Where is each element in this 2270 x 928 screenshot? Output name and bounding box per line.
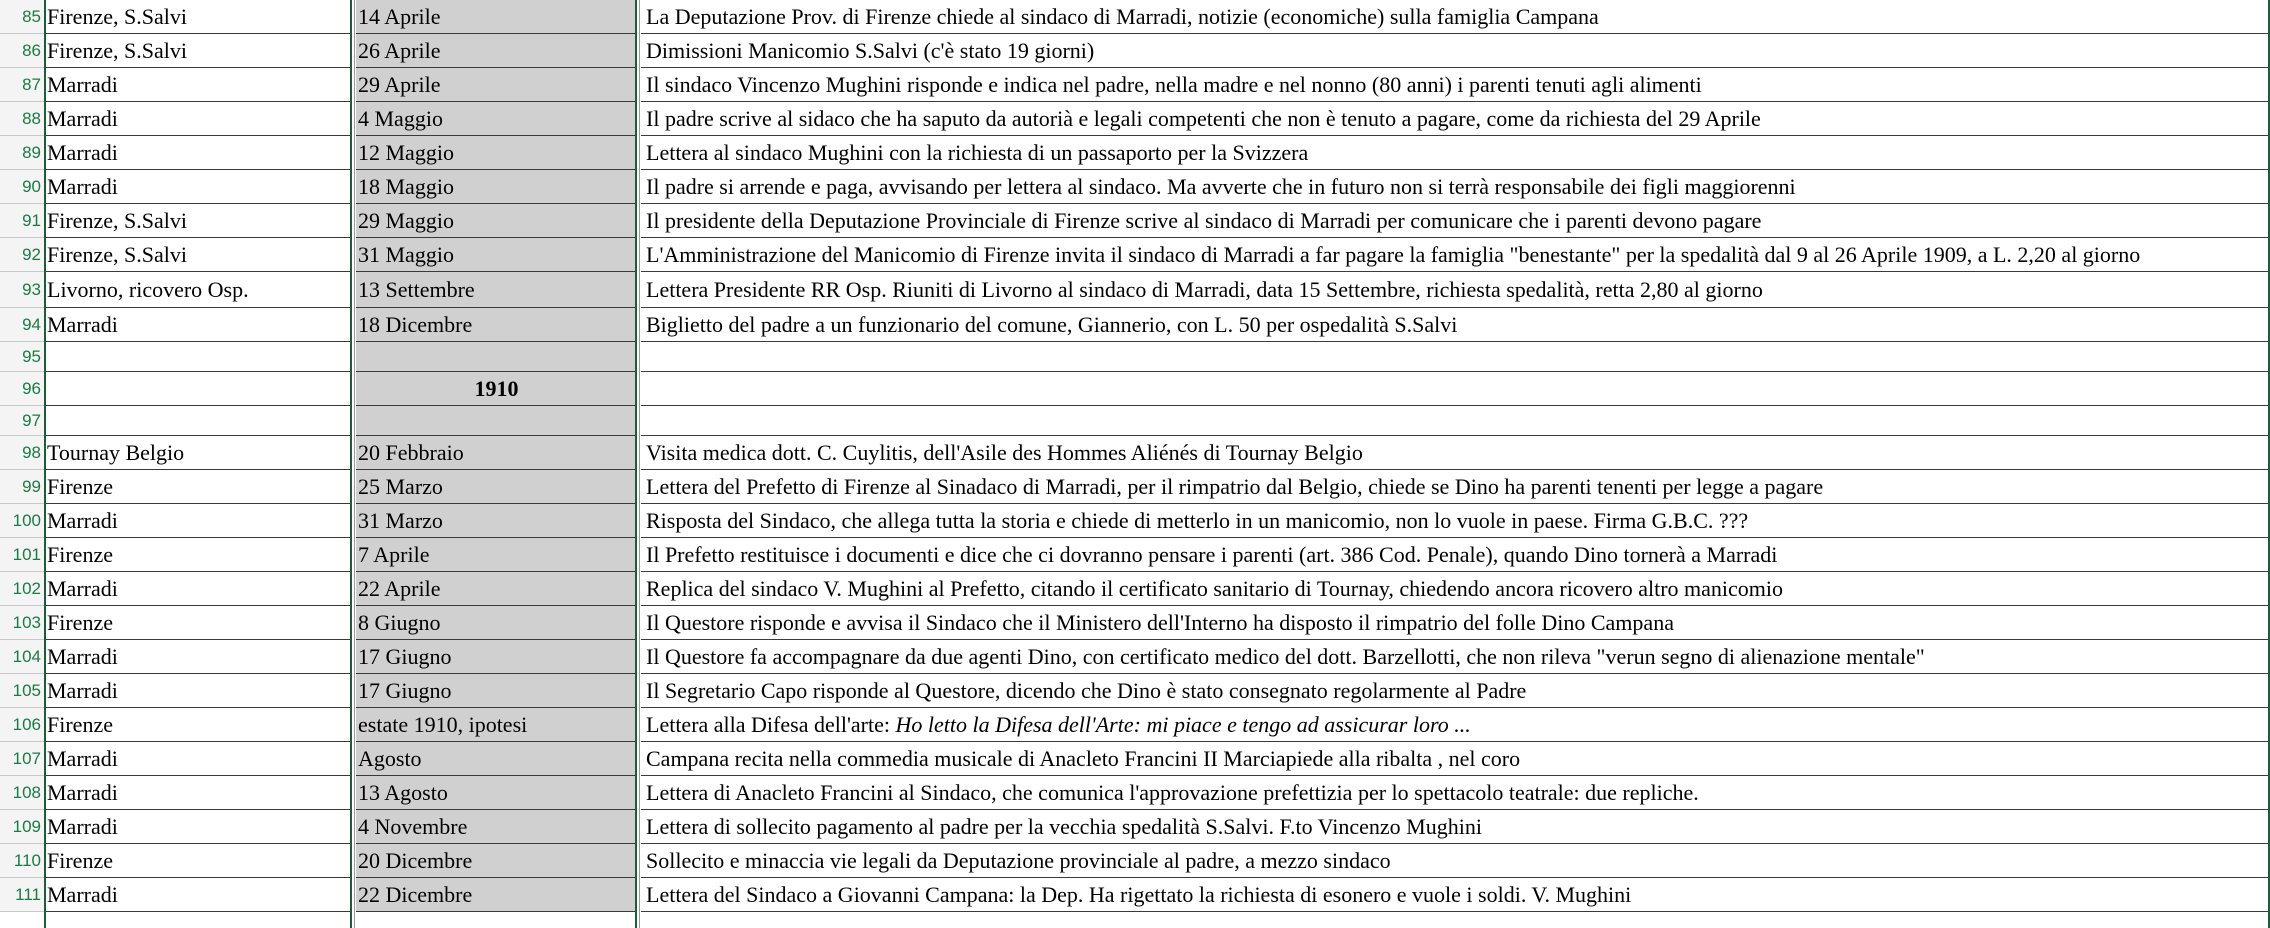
cell-date[interactable]: Agosto [356,742,635,776]
cell-note[interactable] [641,844,2270,878]
cell-note[interactable] [641,742,2270,776]
cell-date[interactable]: 25 Marzo [356,470,635,504]
note-text: Il sindaco Vincenzo Mughini risponde e indica nel padre, nella madre e nel nonno (80 anni) i parenti tenuti agli alimenti [646,71,1702,97]
row-header[interactable]: 85 [0,0,44,34]
row-header[interactable]: 95 [0,342,44,372]
row-header[interactable]: 90 [0,170,44,204]
table-row [0,406,2270,436]
cell-place[interactable]: Firenze [46,708,350,742]
table-row [0,742,2270,776]
column-border [44,0,46,928]
cell-place[interactable]: Marradi [46,170,350,204]
cell-note[interactable] [641,572,2270,606]
cell-date[interactable]: 29 Maggio [356,204,635,238]
cell-date[interactable]: 29 Aprile [356,68,635,102]
cell-date[interactable]: 7 Aprile [356,538,635,572]
table-row [0,436,2270,470]
cell-date[interactable]: 22 Aprile [356,572,635,606]
cell-note[interactable] [641,372,2270,406]
note-text: Campana recita nella commedia musicale di Anacleto Francini II Marciapiede alla ribalta , nel coro [646,745,1521,771]
note-text: Lettera alla Difesa dell'arte: [646,711,896,737]
cell-note[interactable] [641,436,2270,470]
note-text: Lettera del Prefetto di Firenze al Sinadaco di Marradi, per il rimpatrio dal Belgio, chiede se Dino ha parenti tenenti per legge a pagare [646,473,1824,499]
note-text: Lettera Presidente RR Osp. Riuniti di Livorno al sindaco di Marradi, data 15 Settembre, richiesta spedalità, retta 2,80 al giorno [646,276,1763,302]
cell-place[interactable]: Marradi [46,810,350,844]
cell-date[interactable] [356,342,635,372]
table-row [0,538,2270,572]
row-header[interactable]: 111 [0,878,44,912]
cell-place[interactable]: Marradi [46,572,350,606]
table-row [0,504,2270,538]
table-row [0,68,2270,102]
cell-date[interactable]: 26 Aprile [356,34,635,68]
cell-note[interactable] [641,470,2270,504]
cell-note[interactable] [641,810,2270,844]
table-row [0,204,2270,238]
row-header[interactable]: 101 [0,538,44,572]
cell-place[interactable]: Marradi [46,640,350,674]
column-border [635,0,637,928]
row-header[interactable]: 108 [0,776,44,810]
cell-date[interactable]: 13 Settembre [356,272,635,308]
cell-date[interactable]: 8 Giugno [356,606,635,640]
cell-place[interactable]: Firenze [46,844,350,878]
table-row [0,0,2270,34]
cell-place[interactable]: Firenze, S.Salvi [46,238,350,272]
note-text: Dimissioni Manicomio S.Salvi (c'è stato 19 giorni) [646,37,1095,63]
cell-date[interactable]: 14 Aprile [356,0,635,34]
row-header[interactable]: 103 [0,606,44,640]
cell-note[interactable] [641,708,2270,742]
table-row [0,102,2270,136]
cell-place[interactable]: Firenze [46,606,350,640]
cell-place[interactable]: Marradi [46,878,350,912]
row-header[interactable]: 92 [0,238,44,272]
column-border [639,0,640,928]
cell-note[interactable] [641,136,2270,170]
cell-date[interactable]: 18 Dicembre [356,308,635,342]
row-header[interactable]: 102 [0,572,44,606]
table-row [0,776,2270,810]
row-header[interactable]: 106 [0,708,44,742]
row-header[interactable]: 99 [0,470,44,504]
cell-date[interactable]: 17 Giugno [356,640,635,674]
cell-place[interactable]: Marradi [46,308,350,342]
table-row [0,238,2270,272]
table-row [0,606,2270,640]
cell-note[interactable] [641,68,2270,102]
cell-note[interactable] [641,272,2270,308]
cell-place[interactable]: Firenze, S.Salvi [46,34,350,68]
cell-place[interactable]: Tournay Belgio [46,436,350,470]
cell-date[interactable]: 22 Dicembre [356,878,635,912]
cell-place[interactable]: Marradi [46,674,350,708]
note-text: Lettera del Sindaco a Giovanni Campana: la Dep. Ha rigettato la richiesta di esonero e vuole i soldi. V. Mughini [646,881,1632,907]
note-text: Risposta del Sindaco, che allega tutta la storia e chiede di metterlo in un manicomio, non lo vuole in paese. Firma G.B.C. ??? [646,507,1749,533]
table-row [0,308,2270,342]
cell-place[interactable]: Marradi [46,68,350,102]
cell-place[interactable]: Marradi [46,742,350,776]
row-header[interactable]: 107 [0,742,44,776]
cell-place[interactable]: Firenze, S.Salvi [46,204,350,238]
note-text: Il Prefetto restituisce i documenti e dice che ci dovranno pensare i parenti (art. 386 Cod. Penale), quando Dino tornerà a Marradi [646,541,1778,567]
table-row [0,342,2270,372]
note-text: L'Amministrazione del Manicomio di Firenze invita il sindaco di Marradi a far pagare la famiglia "benestante" per la spedalità dal 9 al 26 Aprile 1909, a L. 2,20 al giorno [646,241,2141,267]
cell-date[interactable]: 31 Maggio [356,238,635,272]
cell-date[interactable]: 4 Maggio [356,102,635,136]
note-italic-text: Ho letto la Difesa dell'Arte: mi piace e tengo ad assicurar loro ... [895,711,1471,737]
cell-note[interactable] [641,504,2270,538]
row-header[interactable]: 89 [0,136,44,170]
row-header[interactable]: 86 [0,34,44,68]
note-text: La Deputazione Prov. di Firenze chiede al sindaco di Marradi, notizie (economiche) sulla famiglia Campana [646,3,1599,29]
row-header[interactable]: 110 [0,844,44,878]
note-text: Replica del sindaco V. Mughini al Prefetto, citando il certificato sanitario di Tournay, chiedendo ancora ricovero altro manicomio [646,575,1784,601]
table-row [0,708,2270,742]
cell-note[interactable] [641,204,2270,238]
cell-note[interactable] [641,170,2270,204]
table-row [0,810,2270,844]
column-border [350,0,352,928]
cell-note[interactable] [641,640,2270,674]
row-header[interactable]: 104 [0,640,44,674]
cell-place[interactable]: Marradi [46,776,350,810]
cell-place[interactable]: Firenze [46,470,350,504]
table-row [0,272,2270,308]
cell-note[interactable] [641,776,2270,810]
row-header[interactable]: 96 [0,372,44,406]
table-row [0,136,2270,170]
row-header[interactable]: 94 [0,308,44,342]
note-text: Lettera di Anacleto Francini al Sindaco, che comunica l'approvazione prefettizia per lo spettacolo teatrale: due repliche. [646,779,1699,805]
cell-date[interactable]: 13 Agosto [356,776,635,810]
cell-date[interactable]: 31 Marzo [356,504,635,538]
note-text: Biglietto del padre a un funzionario del comune, Giannerio, con L. 50 per ospedalità S.Salvi [646,311,1458,337]
column-border [354,0,355,928]
cell-place[interactable] [46,406,350,436]
cell-note[interactable] [641,606,2270,640]
row-header[interactable]: 98 [0,436,44,470]
cell-note[interactable] [641,34,2270,68]
note-text: Il presidente della Deputazione Provinciale di Firenze scrive al sindaco di Marradi per comunicare che i parenti devono pagare [646,207,1762,233]
note-text: Sollecito e minaccia vie legali da Deputazione provinciale al padre, a mezzo sindaco [646,847,1391,873]
cell-date[interactable] [356,406,635,436]
note-text: Il padre si arrende e paga, avvisando per lettera al sindaco. Ma avverte che in futuro non si terrà responsabile dei figli maggiorenni [646,173,1796,199]
row-header[interactable]: 100 [0,504,44,538]
cell-note[interactable] [641,102,2270,136]
note-text: Il Segretario Capo risponde al Questore, dicendo che Dino è stato consegnato regolarmente al Padre [646,677,1527,703]
cell-year[interactable]: 1910 [356,372,635,406]
row-header[interactable]: 87 [0,68,44,102]
note-text: Il Questore fa accompagnare da due agenti Dino, con certificato medico del dott. Barzellotti, che non rileva "verun segno di alienazione mentale" [646,643,1925,669]
cell-place[interactable] [46,372,350,406]
table-row [0,34,2270,68]
note-text: Il padre scrive al sidaco che ha saputo da autorià e legali competenti che non è tenuto a pagare, come da richiesta del 29 Aprile [646,105,1761,131]
cell-date[interactable]: 4 Novembre [356,810,635,844]
table-row [0,674,2270,708]
cell-note[interactable] [641,238,2270,272]
cell-place[interactable]: Livorno, ricovero Osp. [46,272,350,308]
note-text: Lettera al sindaco Mughini con la richiesta di un passaporto per la Svizzera [646,139,1309,165]
cell-place[interactable]: Marradi [46,504,350,538]
cell-note[interactable] [641,674,2270,708]
cell-place[interactable]: Marradi [46,102,350,136]
table-row [0,470,2270,504]
table-row [0,372,2270,406]
row-header[interactable]: 105 [0,674,44,708]
cell-note[interactable] [641,0,2270,34]
table-row [0,170,2270,204]
cell-place[interactable]: Firenze [46,538,350,572]
note-text: Visita medica dott. C. Cuylitis, dell'Asile des Hommes Aliénés di Tournay Belgio [646,439,1363,465]
table-row [0,572,2270,606]
cell-place[interactable]: Firenze, S.Salvi [46,0,350,34]
cell-date[interactable]: estate 1910, ipotesi [356,708,635,742]
cell-note[interactable] [641,342,2270,372]
cell-note[interactable] [641,406,2270,436]
cell-note[interactable] [641,538,2270,572]
row-header[interactable]: 91 [0,204,44,238]
cell-place[interactable]: Marradi [46,136,350,170]
cell-place[interactable] [46,342,350,372]
table-row [0,640,2270,674]
cell-note[interactable] [641,878,2270,912]
table-row [0,878,2270,912]
table-row [0,844,2270,878]
cell-date[interactable]: 20 Dicembre [356,844,635,878]
cell-note[interactable] [641,308,2270,342]
row-header[interactable]: 93 [0,272,44,308]
note-text: Il Questore risponde e avvisa il Sindaco che il Ministero dell'Interno ha disposto il rimpatrio del folle Dino Campana [646,609,1674,635]
cell-date[interactable]: 20 Febbraio [356,436,635,470]
cell-date[interactable]: 17 Giugno [356,674,635,708]
cell-date[interactable]: 12 Maggio [356,136,635,170]
note-text: Lettera di sollecito pagamento al padre per la vecchia spedalità S.Salvi. F.to Vincenzo Mughini [646,813,1482,839]
row-header[interactable]: 88 [0,102,44,136]
row-header[interactable]: 97 [0,406,44,436]
row-header[interactable]: 109 [0,810,44,844]
cell-date[interactable]: 18 Maggio [356,170,635,204]
